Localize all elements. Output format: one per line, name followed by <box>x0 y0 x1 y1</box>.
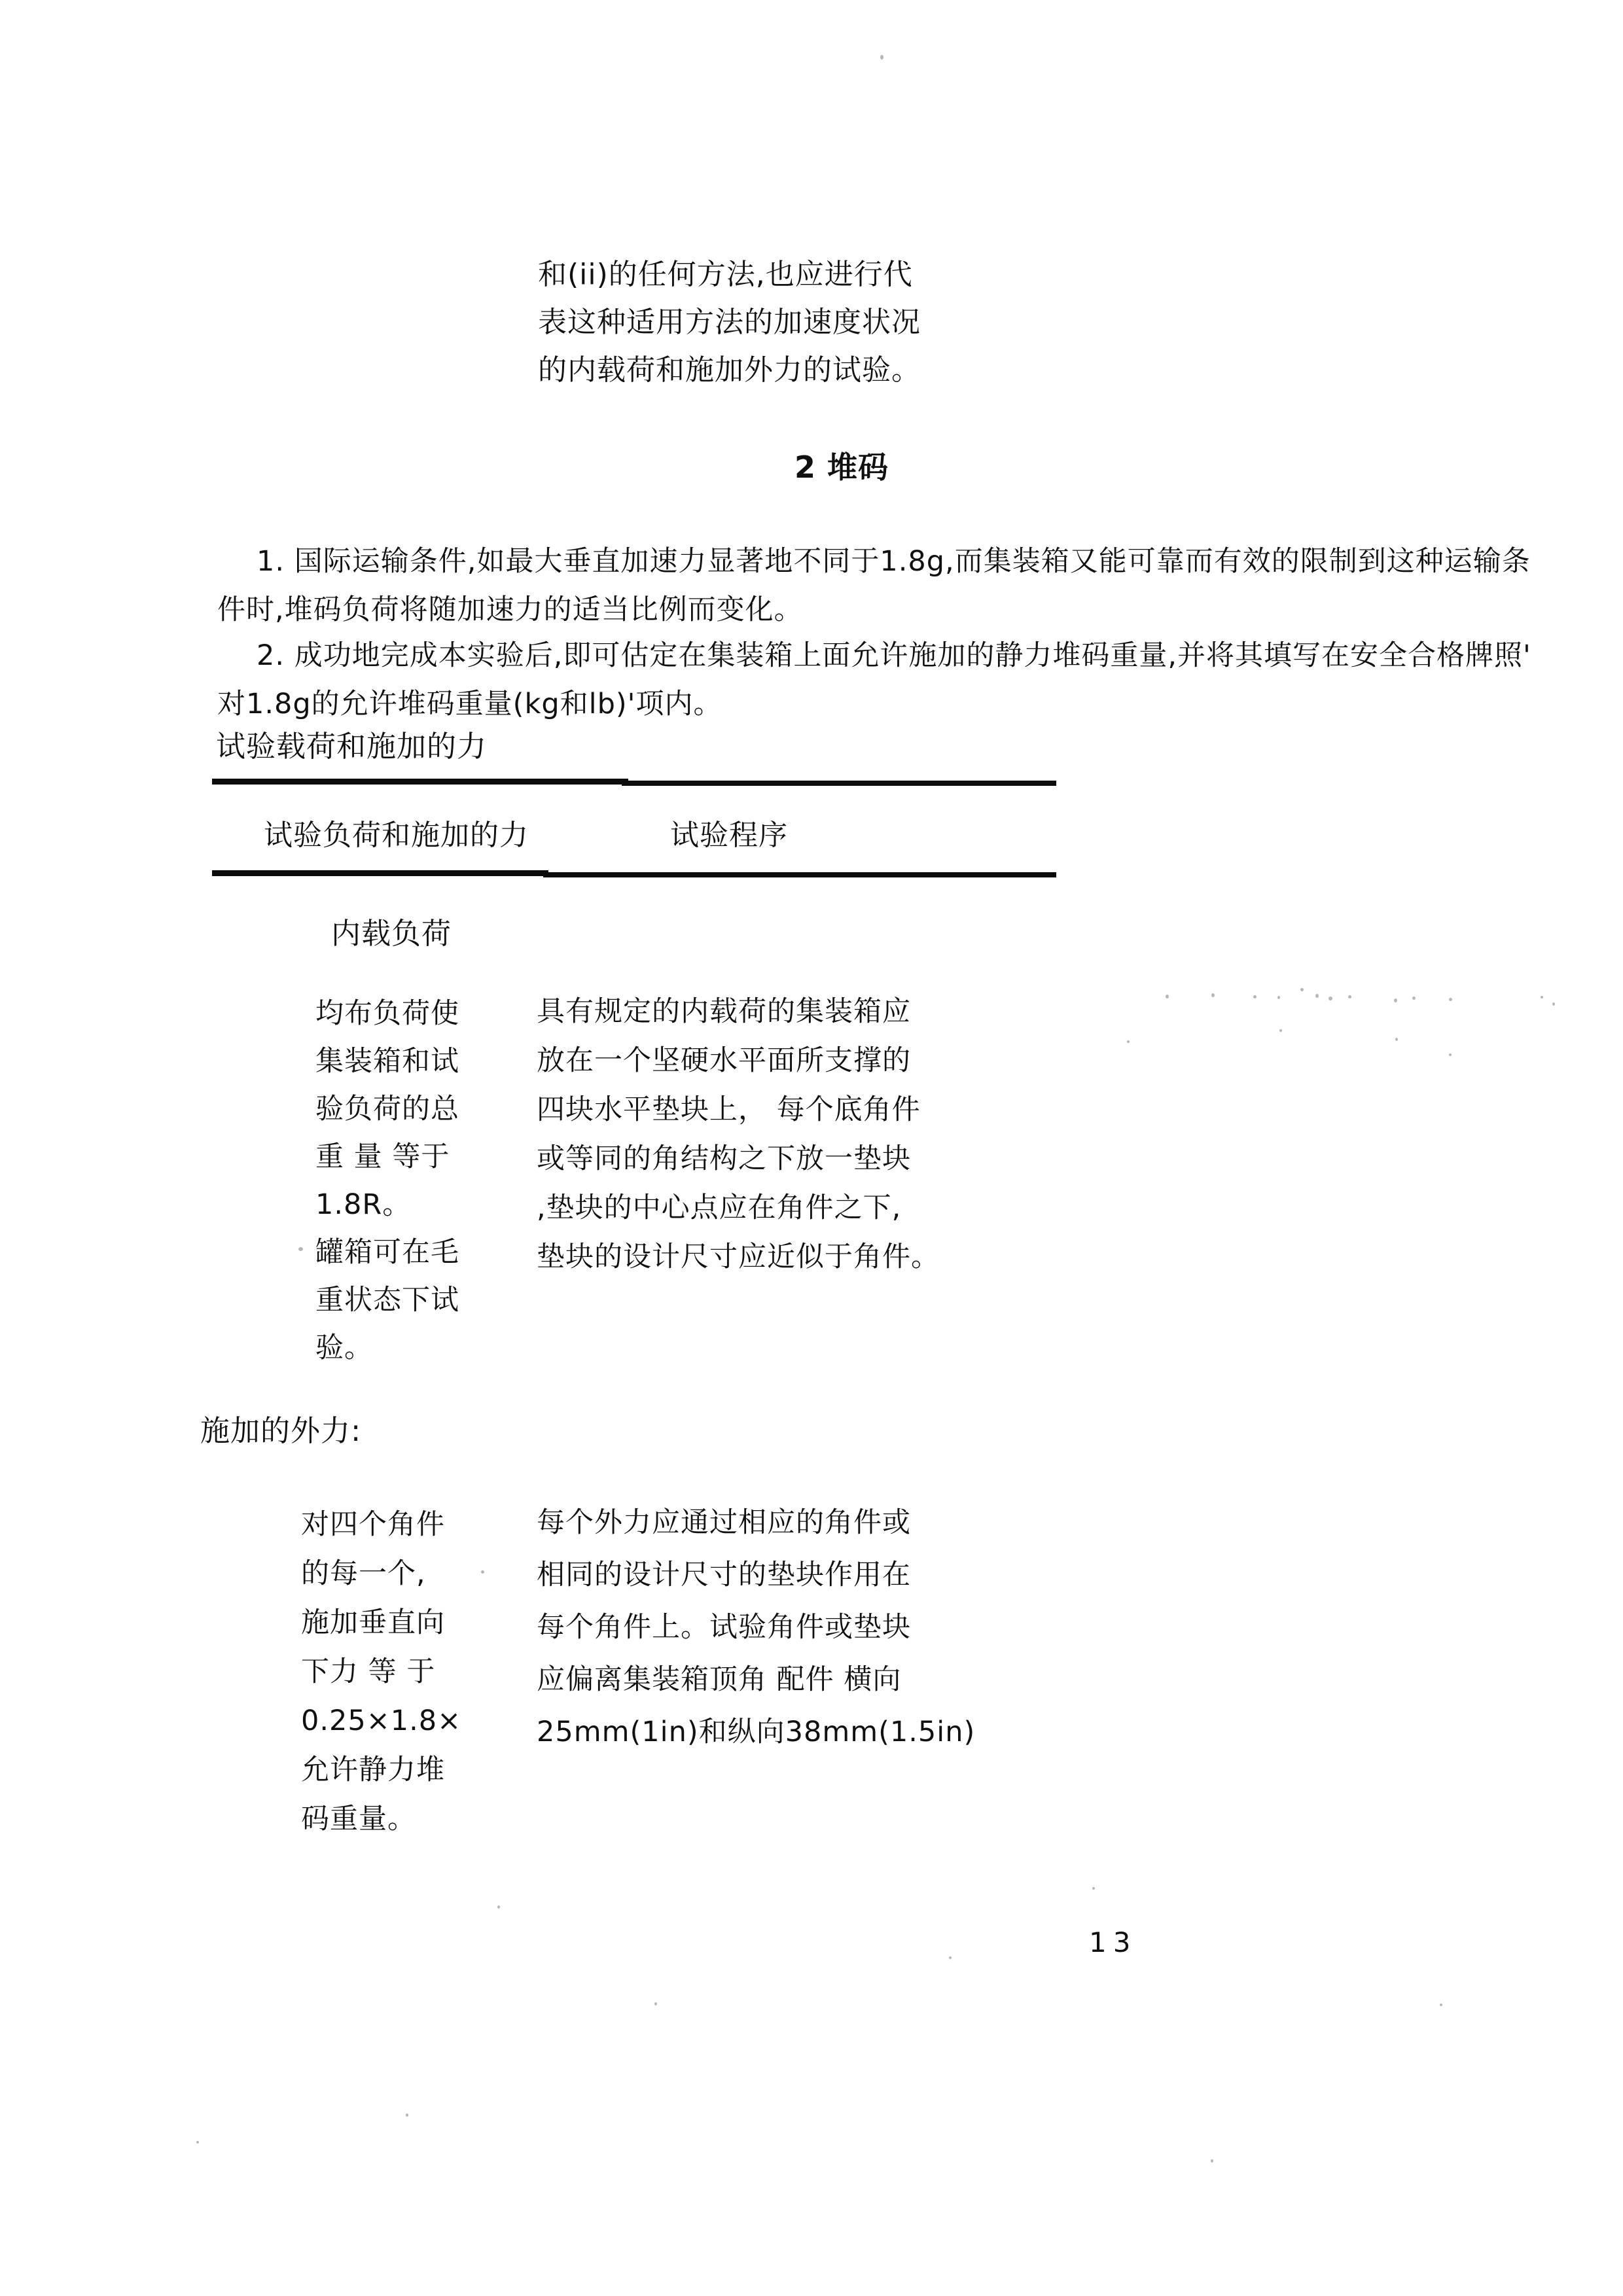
cell-applied-force-procedure <box>537 1502 975 1764</box>
scan-speck <box>654 2002 657 2005</box>
scan-speck <box>1211 2159 1213 2163</box>
text-line: 四块水平垫块上， 每个底角件 <box>537 1093 921 1126</box>
text-line: 验。 <box>315 1332 373 1364</box>
scan-speck <box>1127 1040 1130 1043</box>
text-line: ,垫块的中心点应在角件之下, <box>537 1192 902 1224</box>
text-line: 0.25×1.8× <box>301 1704 462 1737</box>
text-line: 集装箱和试 <box>315 1045 459 1078</box>
scan-speck <box>1541 996 1543 998</box>
cell-applied-force-requirement <box>301 1505 461 1848</box>
column-header-test-procedure: 试验程序 <box>670 819 788 852</box>
text-line: 重状态下试 <box>315 1284 459 1316</box>
scan-speck <box>1277 996 1280 999</box>
text-line: 对四个角件 <box>301 1508 445 1541</box>
scan-speck <box>880 55 883 60</box>
text-line: 或等同的角结构之下放一垫块 <box>537 1142 911 1175</box>
scan-speck <box>1211 993 1215 997</box>
scan-speck <box>1300 988 1304 991</box>
scan-speck <box>1449 1053 1452 1056</box>
scan-speck <box>1253 995 1257 998</box>
text-line: 罐箱可在毛 <box>315 1236 459 1269</box>
scan-speck <box>1394 998 1397 1002</box>
scan-speck <box>1395 1038 1398 1041</box>
paragraph-2 <box>217 636 1531 733</box>
rule-segment <box>622 781 1056 786</box>
scan-speck <box>298 1247 303 1251</box>
text-line: 1.8R。 <box>315 1188 412 1221</box>
scan-speck <box>1329 997 1332 1000</box>
scan-speck <box>1440 2004 1442 2006</box>
text-line: 下力 等 于 <box>301 1655 436 1688</box>
text-line: 施加垂直向 <box>301 1606 445 1639</box>
row-label-applied-forces: 施加的外力: <box>200 1413 362 1448</box>
text-line: 的内载荷和施加外力的试验。 <box>538 353 921 387</box>
text-line: 垫块的设计尺寸应近似于角件。 <box>537 1241 940 1273</box>
scan-speck <box>1449 998 1452 1001</box>
text-line: 1. 国际运输条件,如最大垂直加速力显著地不同于1.8g,而集装箱又能可靠而有效的限制到这种运输条 <box>257 545 1531 578</box>
scan-speck <box>481 1570 484 1574</box>
text-line: 应偏离集装箱顶角 配件 横向 <box>537 1663 902 1696</box>
table-caption: 试验载荷和施加的力 <box>216 729 488 764</box>
rule-segment <box>212 870 548 876</box>
section-heading: 2 堆码 <box>794 450 889 485</box>
text-line: 每个角件上。试验角件或垫块 <box>537 1611 911 1644</box>
scan-speck <box>1348 995 1351 998</box>
scan-speck <box>1552 1002 1555 1006</box>
text-line: 允许静力堆 <box>301 1754 445 1786</box>
text-line: 放在一个坚硬水平面所支撑的 <box>537 1044 911 1077</box>
text-line: 相同的设计尺寸的垫块作用在 <box>537 1559 911 1591</box>
rule-segment <box>543 872 1056 877</box>
scan-speck <box>1092 1887 1095 1890</box>
text-line: 重 量 等于 <box>315 1140 450 1173</box>
scan-speck <box>1412 997 1416 1000</box>
page-number: 13 <box>1089 1926 1137 1958</box>
rule-segment <box>212 779 628 785</box>
scan-speck <box>406 2113 408 2117</box>
text-line: 和(ii)的任何方法,也应进行代 <box>538 258 913 291</box>
text-line: 对1.8g的允许堆码重量(kg和lb)'项内。 <box>217 688 722 720</box>
text-line: 验负荷的总 <box>315 1093 459 1125</box>
text-line: 每个外力应通过相应的角件或 <box>537 1506 911 1539</box>
paragraph-1 <box>217 542 1531 639</box>
text-line: 码重量。 <box>301 1803 416 1835</box>
row-label-inner-load: 内载负荷 <box>331 916 452 951</box>
text-line: 表这种适用方法的加速度状况 <box>538 306 921 339</box>
scan-speck <box>1166 995 1169 998</box>
text-line: 具有规定的内载荷的集装箱应 <box>537 995 911 1028</box>
scan-speck <box>949 1956 952 1959</box>
scan-speck <box>497 1905 500 1909</box>
text-line: 2. 成功地完成本实验后,即可估定在集装箱上面允许施加的静力堆码重量,并将其填写在安全合格牌照' <box>257 639 1531 672</box>
column-header-test-loads: 试验负荷和施加的力 <box>264 819 529 852</box>
text-line: 件时,堆码负荷将随加速力的适当比例而变化。 <box>217 593 803 626</box>
scan-speck <box>196 2141 199 2144</box>
scan-speck <box>1279 1029 1282 1032</box>
text-line: 均布负荷使 <box>315 997 459 1030</box>
text-line: 25mm(1in)和纵向38mm(1.5in) <box>537 1716 976 1748</box>
scan-speck <box>1315 994 1319 998</box>
intro-paragraph <box>538 255 921 398</box>
cell-inner-load-procedure <box>537 992 940 1286</box>
text-line: 的每一个, <box>301 1557 426 1590</box>
cell-inner-load-requirement <box>315 995 459 1377</box>
